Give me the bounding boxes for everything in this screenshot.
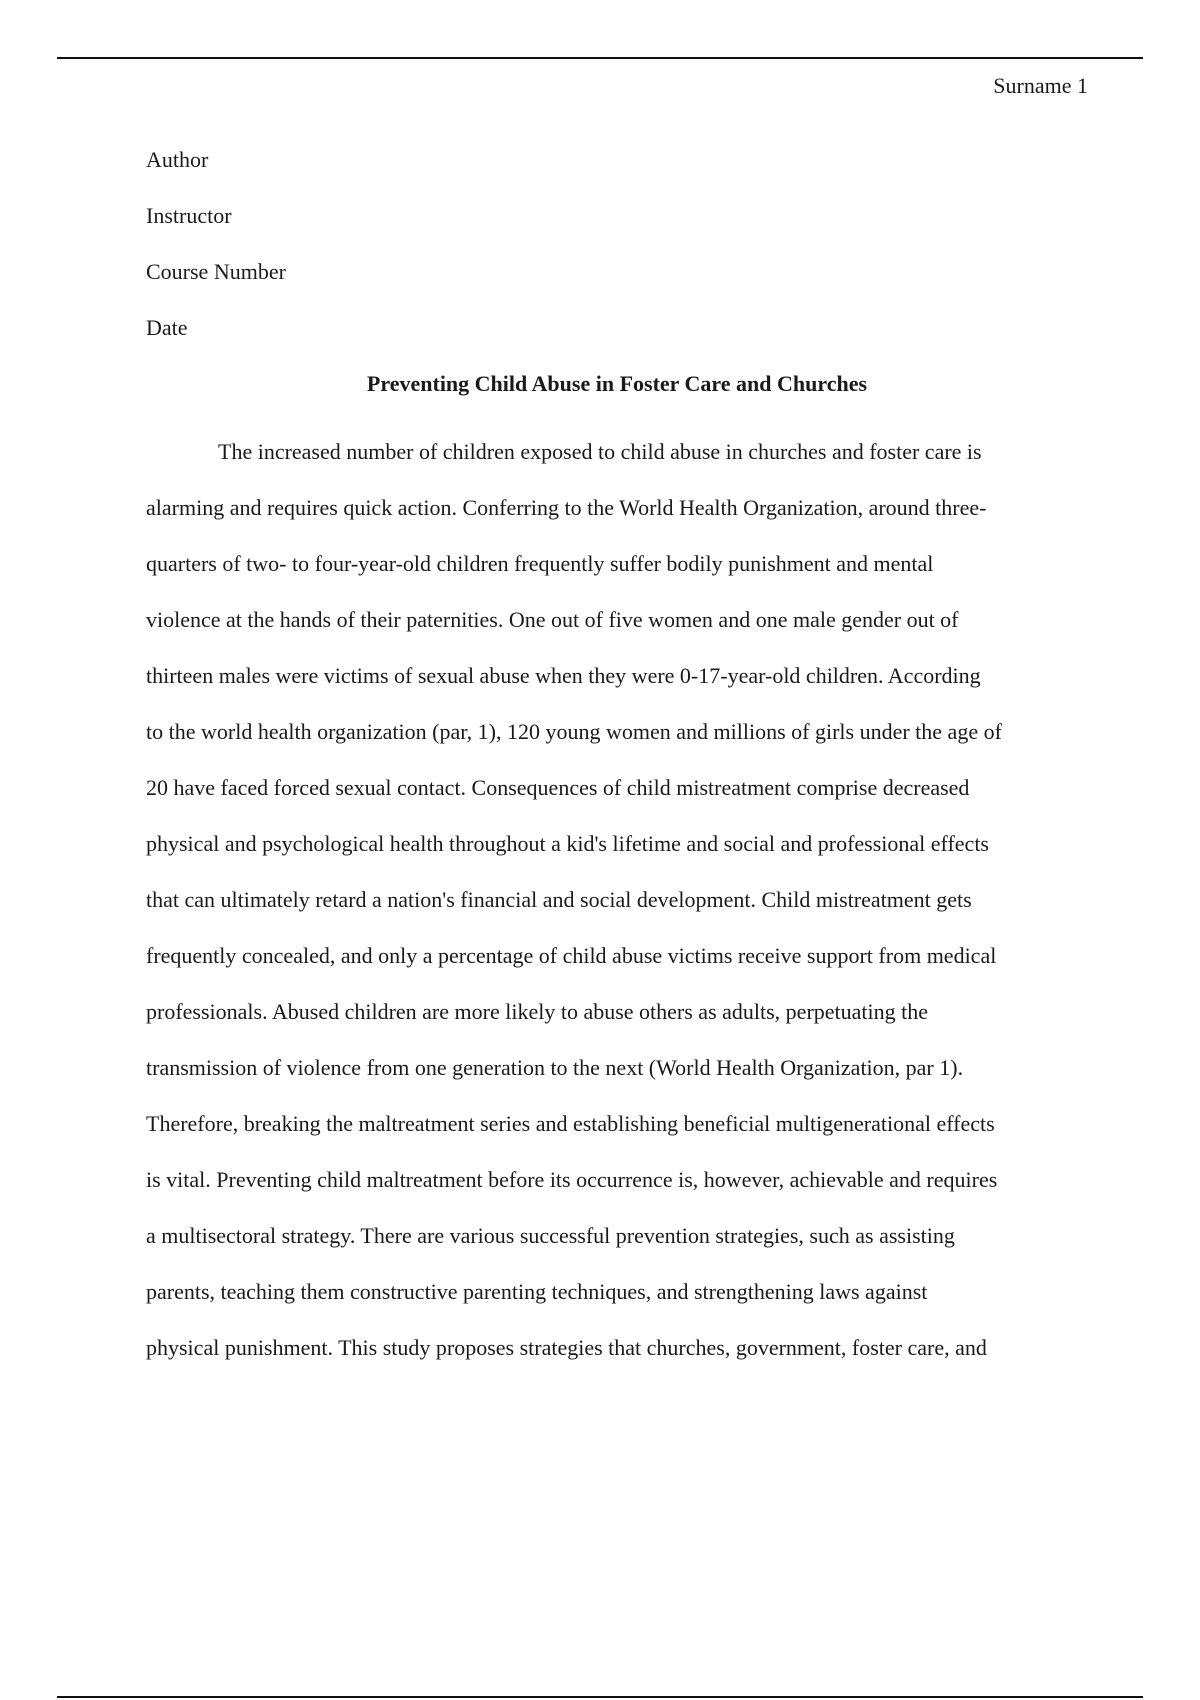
body-line: thirteen males were victims of sexual abuse when they were 0-17-year-old children. According [146,663,981,688]
page-bottom-rule [57,1696,1143,1698]
date-line: Date [146,315,188,340]
body-paragraph [146,424,1096,1376]
body-line: a multisectoral strategy. There are various successful prevention strategies, such as assisting [146,1223,955,1248]
paper-title: Preventing Child Abuse in Foster Care and Churches [366,371,868,396]
body-line: Therefore, breaking the maltreatment series and establishing beneficial multigenerational effects [146,1111,995,1136]
body-line: 20 have faced forced sexual contact. Consequences of child mistreatment comprise decreased [146,775,970,800]
body-line: frequently concealed, and only a percentage of child abuse victims receive support from medical [146,943,997,968]
body-line: The increased number of children exposed to child abuse in churches and foster care is [218,439,982,464]
body-line: that can ultimately retard a nation's financial and social development. Child mistreatment gets [146,887,972,912]
body-line: parents, teaching them constructive parenting techniques, and strengthening laws against [146,1279,928,1304]
page-top-rule [57,57,1143,59]
course-line: Course Number [146,259,286,284]
body-line: alarming and requires quick action. Conferring to the World Health Organization, around three- [146,495,987,520]
body-line: physical and psychological health throughout a kid's lifetime and social and professional effects [146,831,989,856]
author-line: Author [146,147,209,172]
body-line: quarters of two- to four-year-old children frequently suffer bodily punishment and mental [146,551,934,576]
body-line: transmission of violence from one generation to the next (World Health Organization, par 1). [146,1055,964,1080]
heading-block [146,145,286,369]
instructor-line: Instructor [146,203,232,228]
body-line: professionals. Abused children are more likely to abuse others as adults, perpetuating the [146,999,929,1024]
body-line: is vital. Preventing child maltreatment before its occurrence is, however, achievable and requires [146,1167,998,1192]
body-line: violence at the hands of their paternities. One out of five women and one male gender out of [146,607,959,632]
body-line: physical punishment. This study proposes strategies that churches, government, foster care, and [146,1335,987,1360]
body-line: to the world health organization (par, 1), 120 young women and millions of girls under the age of [146,719,1002,744]
running-head: Surname 1 [993,73,1088,98]
